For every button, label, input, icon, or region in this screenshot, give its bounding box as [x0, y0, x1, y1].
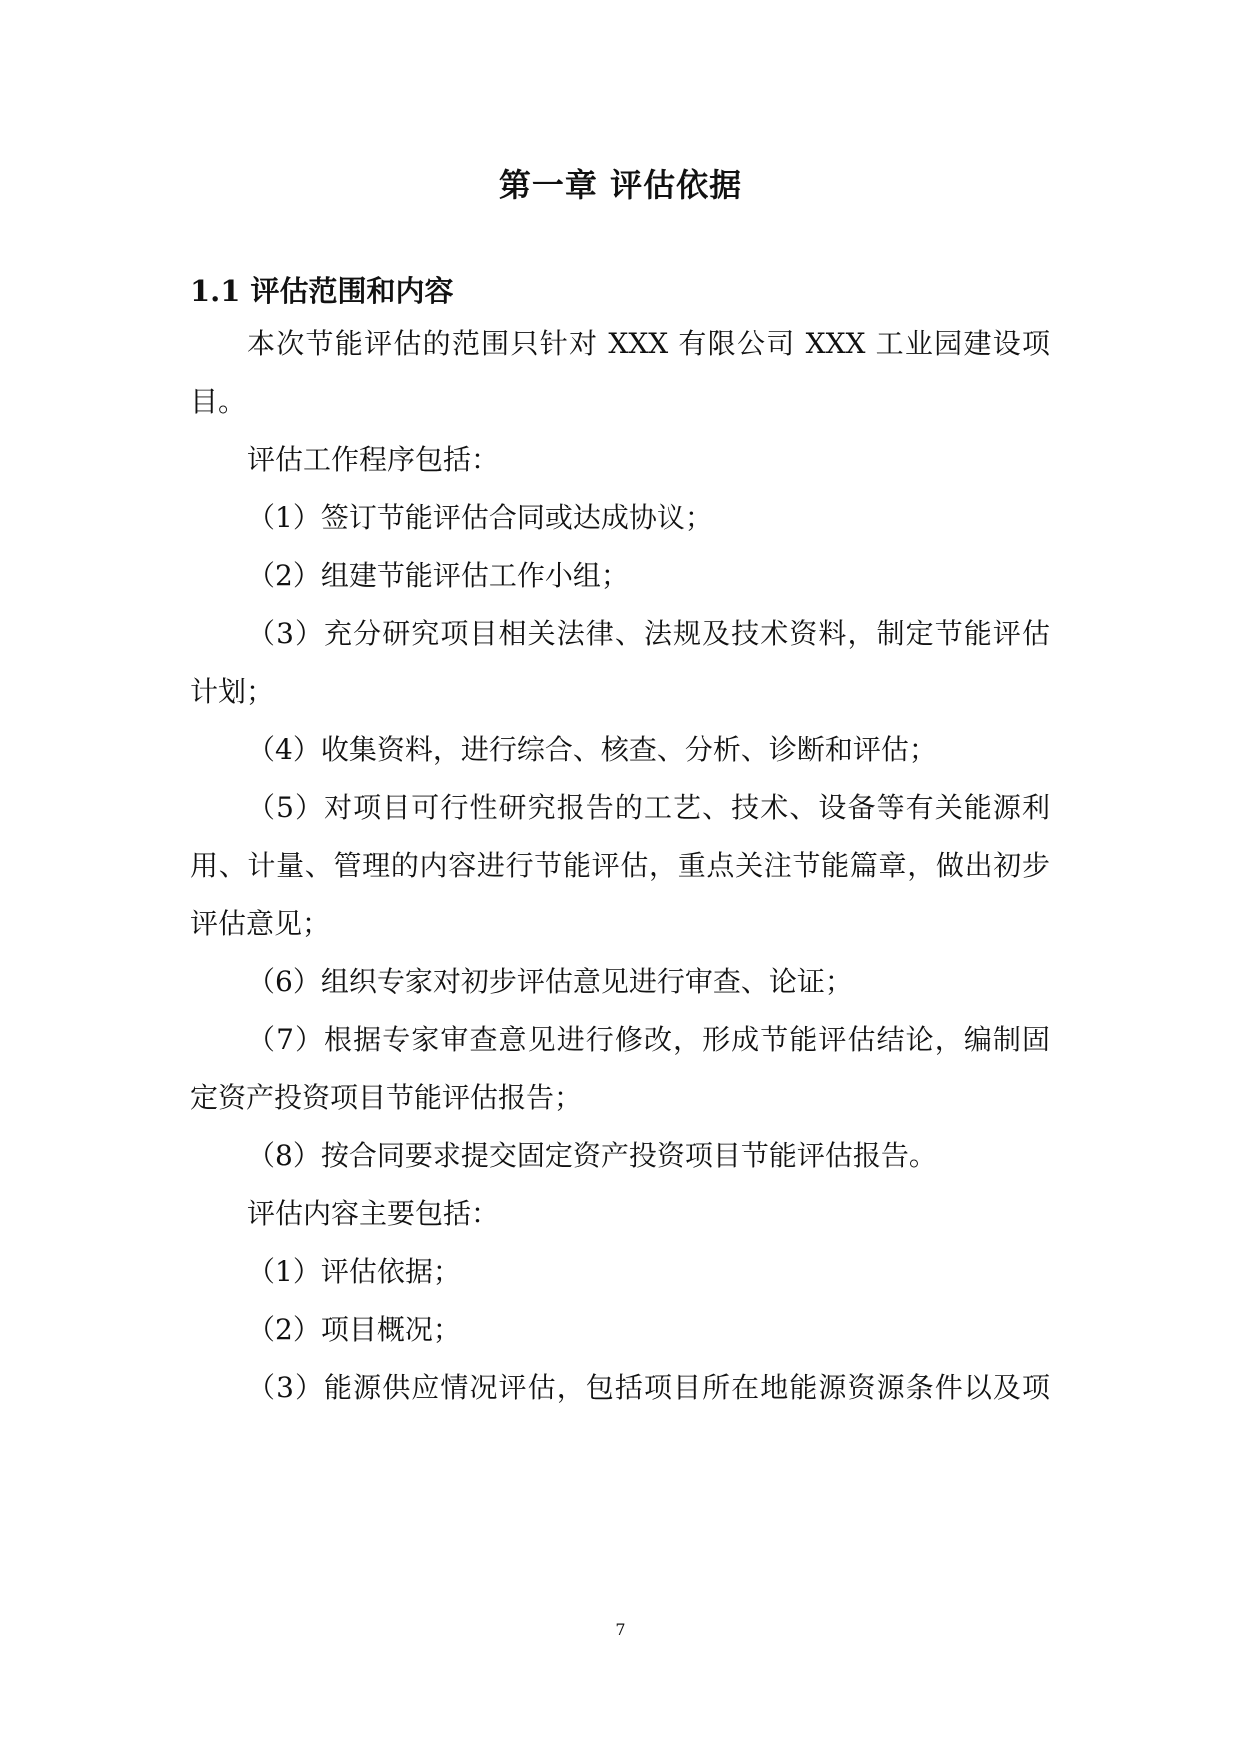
list-item: （3）能源供应情况评估，包括项目所在地能源资源条件以及项 — [247, 1371, 1050, 1404]
list-item-continuation: 定资产投资项目节能评估报告； — [190, 1081, 583, 1114]
list-item: （7）根据专家审查意见进行修改，形成节能评估结论，编制固 — [247, 1023, 1050, 1056]
list-item: （4）收集资料，进行综合、核查、分析、诊断和评估； — [247, 733, 937, 766]
list-item-continuation: 计划； — [190, 675, 275, 708]
section-title: 1.1 评估范围和内容 — [190, 274, 454, 308]
chapter-title: 第一章 评估依据 — [498, 166, 743, 204]
page-number: 7 — [615, 1620, 626, 1639]
list-item: （2）组建节能评估工作小组； — [247, 559, 629, 592]
list-item: （8）按合同要求提交固定资产投资项目节能评估报告。 — [247, 1139, 937, 1172]
paragraph-line: 评估工作程序包括： — [247, 443, 500, 476]
list-item-continuation: 评估意见； — [190, 907, 331, 940]
paragraph-line: 本次节能评估的范围只针对 XXX 有限公司 XXX 工业园建设项 — [247, 327, 1050, 360]
list-item: （5）对项目可行性研究报告的工艺、技术、设备等有关能源利 — [247, 791, 1050, 824]
list-item: （6）组织专家对初步评估意见进行审查、论证； — [247, 965, 853, 998]
list-item: （2）项目概况； — [247, 1313, 461, 1346]
paragraph-line: 目。 — [190, 385, 247, 418]
paragraph-line: 评估内容主要包括： — [247, 1197, 500, 1230]
list-item-continuation: 用、计量、管理的内容进行节能评估，重点关注节能篇章，做出初步 — [190, 849, 1050, 882]
list-item: （1）签订节能评估合同或达成协议； — [247, 501, 713, 534]
list-item: （1）评估依据； — [247, 1255, 461, 1288]
list-item: （3）充分研究项目相关法律、法规及技术资料，制定节能评估 — [247, 617, 1050, 650]
